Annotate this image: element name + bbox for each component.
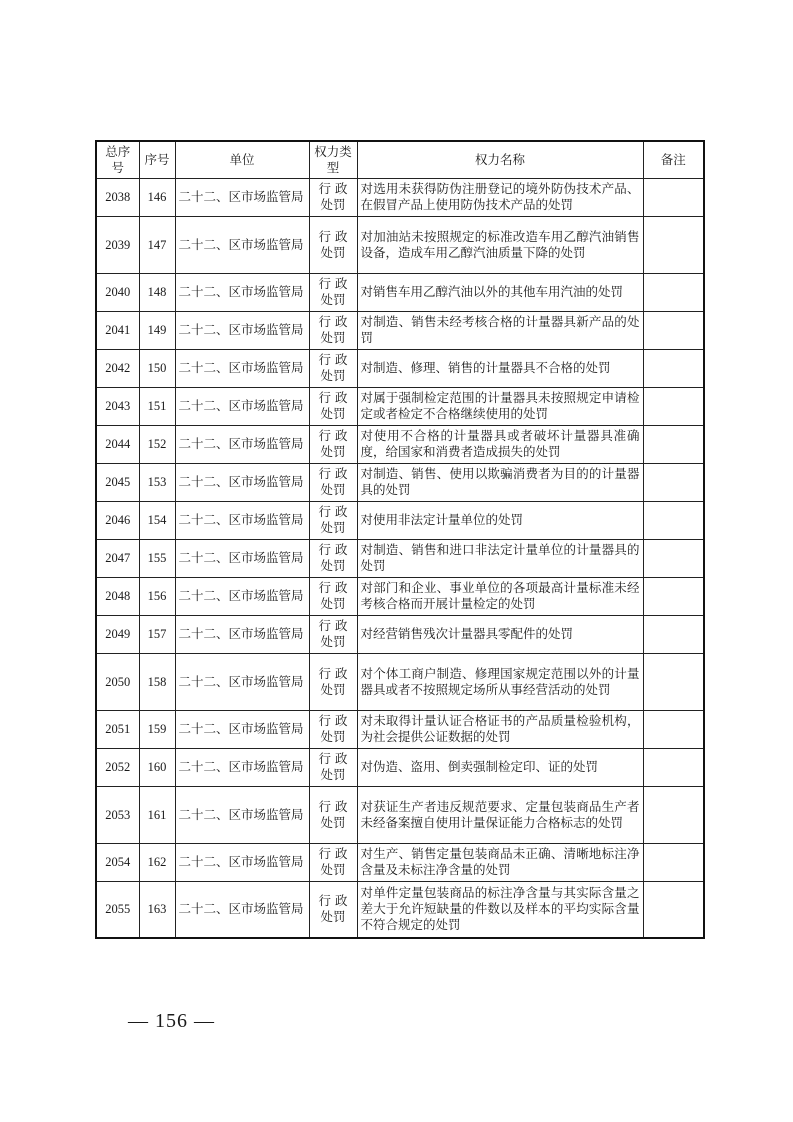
seq-cell: 154: [139, 501, 175, 539]
type-line-2: 处罚: [320, 482, 346, 497]
type-cell: [309, 539, 357, 577]
unit-cell: 二十二、区市场监管局: [175, 349, 309, 387]
seq-cell: 152: [139, 425, 175, 463]
header-type: 权力类型: [309, 141, 357, 178]
type-line-1: 行 政: [318, 713, 348, 728]
type-line-2: 处罚: [320, 406, 346, 421]
type-cell: [309, 273, 357, 311]
total-no-cell: 2045: [96, 463, 139, 501]
unit-cell: 二十二、区市场监管局: [175, 501, 309, 539]
type-cell: [309, 463, 357, 501]
type-cell: [309, 387, 357, 425]
table-row: [96, 710, 704, 748]
note-cell: [643, 786, 704, 843]
type-cell: [309, 349, 357, 387]
total-no-cell: 2041: [96, 311, 139, 349]
note-cell: [643, 539, 704, 577]
type-line-2: 处罚: [320, 729, 346, 744]
total-no-cell: 2038: [96, 178, 139, 216]
type-line-1: 行 政: [318, 846, 348, 861]
table-row: [96, 786, 704, 843]
seq-cell: 147: [139, 216, 175, 273]
seq-cell: 155: [139, 539, 175, 577]
type-line-1: 行 政: [318, 466, 348, 481]
type-line-1: 行 政: [318, 504, 348, 519]
power-name-cell: 对使用不合格的计量器具或者破坏计量器具准确度，给国家和消费者造成损失的处罚: [357, 425, 643, 463]
power-name-cell: 对单件定量包装商品的标注净含量与其实际含量之差大于允许短缺量的件数以及样本的平均实际含量不符合规定的处罚: [357, 881, 643, 938]
type-line-1: 行 政: [318, 580, 348, 595]
type-line-1: 行 政: [318, 181, 348, 196]
table-row: [96, 349, 704, 387]
note-cell: [643, 311, 704, 349]
power-name-cell: 对属于强制检定范围的计量器具未按照规定申请检定或者检定不合格继续使用的处罚: [357, 387, 643, 425]
note-cell: [643, 216, 704, 273]
type-line-1: 行 政: [318, 390, 348, 405]
type-cell: [309, 425, 357, 463]
type-line-2: 处罚: [320, 681, 346, 697]
type-line-1: 行 政: [318, 893, 348, 909]
unit-cell: 二十二、区市场监管局: [175, 273, 309, 311]
note-cell: [643, 273, 704, 311]
unit-cell: 二十二、区市场监管局: [175, 786, 309, 843]
power-name-cell: 对部门和企业、事业单位的各项最高计量标准未经考核合格而开展计量检定的处罚: [357, 577, 643, 615]
type-line-2: 处罚: [320, 520, 346, 535]
unit-cell: 二十二、区市场监管局: [175, 178, 309, 216]
type-cell: [309, 710, 357, 748]
header-total-no: 总序号: [96, 141, 139, 178]
type-line-1: 行 政: [318, 665, 348, 681]
unit-cell: 二十二、区市场监管局: [175, 881, 309, 938]
table-row: [96, 311, 704, 349]
type-cell: [309, 881, 357, 938]
power-name-cell: 对生产、销售定量包装商品未正确、清晰地标注净含量及未标注净含量的处罚: [357, 843, 643, 881]
total-no-cell: 2049: [96, 615, 139, 653]
power-list-table: [95, 140, 705, 939]
type-cell: [309, 843, 357, 881]
table-row: [96, 653, 704, 710]
power-name-cell: 对使用非法定计量单位的处罚: [357, 501, 643, 539]
type-line-2: 处罚: [320, 767, 346, 782]
note-cell: [643, 653, 704, 710]
table-row: [96, 273, 704, 311]
note-cell: [643, 843, 704, 881]
note-cell: [643, 881, 704, 938]
seq-cell: 151: [139, 387, 175, 425]
type-line-2: 处罚: [320, 368, 346, 383]
header-seq: 序号: [139, 141, 175, 178]
seq-cell: 148: [139, 273, 175, 311]
type-line-2: 处罚: [320, 596, 346, 611]
table-row: [96, 501, 704, 539]
type-line-2: 处罚: [320, 292, 346, 307]
type-line-1: 行 政: [318, 751, 348, 766]
table-row: [96, 748, 704, 786]
type-cell: [309, 786, 357, 843]
total-no-cell: 2042: [96, 349, 139, 387]
power-name-cell: 对个体工商户制造、修理国家规定范围以外的计量器具或者不按照规定场所从事经营活动的处罚: [357, 653, 643, 710]
note-cell: [643, 577, 704, 615]
note-cell: [643, 615, 704, 653]
seq-cell: 159: [139, 710, 175, 748]
type-cell: [309, 178, 357, 216]
unit-cell: 二十二、区市场监管局: [175, 216, 309, 273]
power-name-cell: 对伪造、盗用、倒卖强制检定印、证的处罚: [357, 748, 643, 786]
type-cell: [309, 615, 357, 653]
table-row: [96, 216, 704, 273]
type-line-2: 处罚: [320, 444, 346, 459]
total-no-cell: 2054: [96, 843, 139, 881]
table-row: [96, 577, 704, 615]
table-row: [96, 178, 704, 216]
seq-cell: 158: [139, 653, 175, 710]
type-line-2: 处罚: [320, 814, 346, 830]
table-row: [96, 463, 704, 501]
seq-cell: 153: [139, 463, 175, 501]
table-row: [96, 539, 704, 577]
seq-cell: 149: [139, 311, 175, 349]
power-name-cell: 对销售车用乙醇汽油以外的其他车用汽油的处罚: [357, 273, 643, 311]
power-name-cell: 对经营销售残次计量器具零配件的处罚: [357, 615, 643, 653]
unit-cell: 二十二、区市场监管局: [175, 425, 309, 463]
total-no-cell: 2053: [96, 786, 139, 843]
power-name-cell: 对制造、销售未经考核合格的计量器具新产品的处罚: [357, 311, 643, 349]
total-no-cell: 2046: [96, 501, 139, 539]
seq-cell: 163: [139, 881, 175, 938]
type-line-2: 处罚: [320, 244, 346, 260]
total-no-cell: 2052: [96, 748, 139, 786]
type-line-1: 行 政: [318, 542, 348, 557]
unit-cell: 二十二、区市场监管局: [175, 843, 309, 881]
type-cell: [309, 216, 357, 273]
seq-cell: 157: [139, 615, 175, 653]
type-line-1: 行 政: [318, 798, 348, 814]
unit-cell: 二十二、区市场监管局: [175, 539, 309, 577]
seq-cell: 156: [139, 577, 175, 615]
power-name-cell: 对加油站未按照规定的标准改造车用乙醇汽油销售设备，造成车用乙醇汽油质量下降的处罚: [357, 216, 643, 273]
note-cell: [643, 178, 704, 216]
note-cell: [643, 425, 704, 463]
unit-cell: 二十二、区市场监管局: [175, 577, 309, 615]
unit-cell: 二十二、区市场监管局: [175, 463, 309, 501]
page-number: — 156 —: [128, 1010, 215, 1032]
note-cell: [643, 349, 704, 387]
power-name-cell: 对获证生产者违反规范要求、定量包装商品生产者未经备案擅自使用计量保证能力合格标志的处罚: [357, 786, 643, 843]
header-name: 权力名称: [357, 141, 643, 178]
header-unit: 单位: [175, 141, 309, 178]
power-name-cell: 对制造、修理、销售的计量器具不合格的处罚: [357, 349, 643, 387]
total-no-cell: 2047: [96, 539, 139, 577]
total-no-cell: 2048: [96, 577, 139, 615]
type-cell: [309, 311, 357, 349]
total-no-cell: 2055: [96, 881, 139, 938]
note-cell: [643, 463, 704, 501]
total-no-cell: 2043: [96, 387, 139, 425]
unit-cell: 二十二、区市场监管局: [175, 311, 309, 349]
power-name-cell: 对制造、销售和进口非法定计量单位的计量器具的处罚: [357, 539, 643, 577]
header-row: [96, 141, 704, 178]
type-cell: [309, 748, 357, 786]
seq-cell: 160: [139, 748, 175, 786]
unit-cell: 二十二、区市场监管局: [175, 615, 309, 653]
note-cell: [643, 710, 704, 748]
type-line-1: 行 政: [318, 428, 348, 443]
type-line-2: 处罚: [320, 330, 346, 345]
total-no-cell: 2039: [96, 216, 139, 273]
total-no-cell: 2044: [96, 425, 139, 463]
type-line-2: 处罚: [320, 862, 346, 877]
power-name-cell: 对未取得计量认证合格证书的产品质量检验机构，为社会提供公证数据的处罚: [357, 710, 643, 748]
header-note: 备注: [643, 141, 704, 178]
total-no-cell: 2050: [96, 653, 139, 710]
unit-cell: 二十二、区市场监管局: [175, 748, 309, 786]
type-cell: [309, 577, 357, 615]
type-line-1: 行 政: [318, 352, 348, 367]
type-line-1: 行 政: [318, 314, 348, 329]
table-row: [96, 425, 704, 463]
note-cell: [643, 501, 704, 539]
total-no-cell: 2040: [96, 273, 139, 311]
type-line-1: 行 政: [318, 228, 348, 244]
seq-cell: 146: [139, 178, 175, 216]
total-no-cell: 2051: [96, 710, 139, 748]
power-name-cell: 对制造、销售、使用以欺骗消费者为目的的计量器具的处罚: [357, 463, 643, 501]
table-row: [96, 881, 704, 938]
unit-cell: 二十二、区市场监管局: [175, 710, 309, 748]
table-row: [96, 843, 704, 881]
note-cell: [643, 387, 704, 425]
table-row: [96, 615, 704, 653]
type-line-2: 处罚: [320, 909, 346, 925]
type-line-2: 处罚: [320, 558, 346, 573]
unit-cell: 二十二、区市场监管局: [175, 387, 309, 425]
unit-cell: 二十二、区市场监管局: [175, 653, 309, 710]
type-line-1: 行 政: [318, 618, 348, 633]
seq-cell: 150: [139, 349, 175, 387]
type-cell: [309, 501, 357, 539]
type-line-1: 行 政: [318, 276, 348, 291]
seq-cell: 161: [139, 786, 175, 843]
seq-cell: 162: [139, 843, 175, 881]
note-cell: [643, 748, 704, 786]
type-line-2: 处罚: [320, 634, 346, 649]
type-line-2: 处罚: [320, 197, 346, 212]
table-row: [96, 387, 704, 425]
table-body: [96, 178, 704, 938]
type-cell: [309, 653, 357, 710]
power-name-cell: 对选用未获得防伪注册登记的境外防伪技术产品、在假冒产品上使用防伪技术产品的处罚: [357, 178, 643, 216]
